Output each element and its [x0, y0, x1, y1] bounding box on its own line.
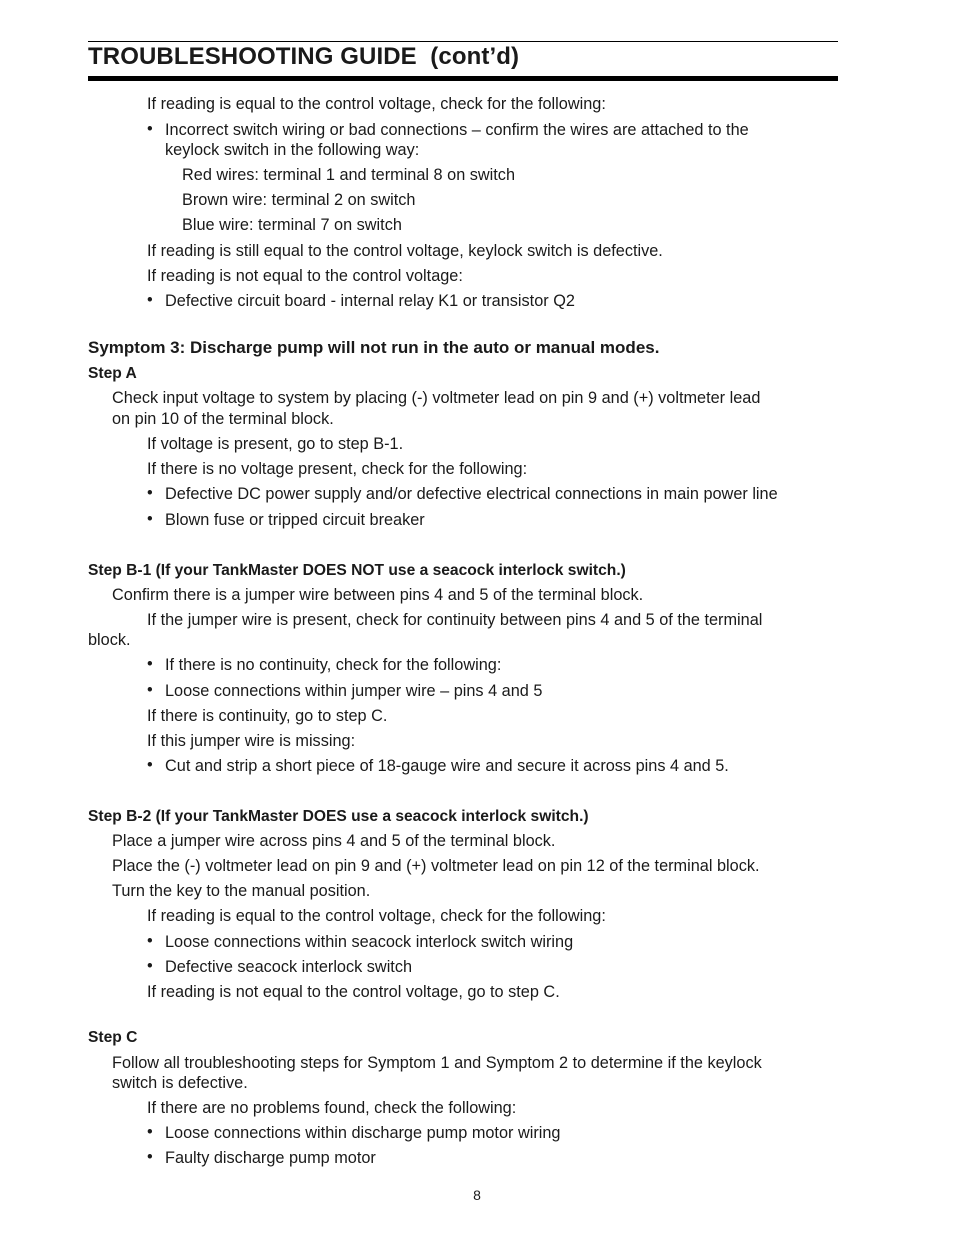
step-b1-bullet: Cut and strip a short piece of 18-gauge wire and secure it across pins 4 and 5. [165, 757, 729, 775]
step-a-heading: Step A [88, 365, 137, 382]
intro-not-equal: If reading is not equal to the control voltage: [147, 267, 463, 285]
step-a-bullet: Blown fuse or tripped circuit breaker [165, 511, 425, 529]
bullet-glyph: • [147, 1148, 153, 1166]
step-c-body: Follow all troubleshooting steps for Symptom 1 and Symptom 2 to determine if the keylock [112, 1054, 762, 1072]
page-title: TROUBLESHOOTING GUIDE (cont’d) [88, 43, 520, 70]
step-c-heading: Step C [88, 1029, 138, 1046]
step-b1-continuity: If there is continuity, go to step C. [147, 707, 388, 725]
wire-blue: Blue wire: terminal 7 on switch [182, 216, 402, 234]
intro-bullet-text: Defective circuit board - internal relay K1 or transistor Q2 [165, 292, 575, 310]
intro-still-equal: If reading is still equal to the control voltage, keylock switch is defective. [147, 242, 663, 260]
bullet-glyph: • [147, 756, 153, 774]
step-c-none-found: If there are no problems found, check the following: [147, 1099, 517, 1117]
wire-red: Red wires: terminal 1 and terminal 8 on switch [182, 166, 516, 184]
bullet-glyph: • [147, 510, 153, 528]
bullet-glyph: • [147, 1123, 153, 1141]
step-b2-heading: Step B-2 (If your TankMaster DOES use a seacock interlock switch.) [88, 808, 589, 825]
step-b1-present-cont: block. [88, 631, 131, 649]
bullet-glyph: • [147, 291, 153, 309]
bullet-glyph: • [147, 957, 153, 975]
bullet-glyph: • [147, 655, 153, 673]
intro-bullet-text: Incorrect switch wiring or bad connections – confirm the wires are attached to the [165, 121, 749, 139]
bullet-glyph: • [147, 484, 153, 502]
step-c-body-cont: switch is defective. [112, 1074, 248, 1092]
step-b1-bullet: Loose connections within jumper wire – pins 4 and 5 [165, 682, 543, 700]
step-a-bullet: Defective DC power supply and/or defective electrical connections in main power line [165, 485, 778, 503]
header-bottom-rule [88, 76, 838, 81]
step-b2-bullet: Defective seacock interlock switch [165, 958, 413, 976]
step-b2-line: Place the (-) voltmeter lead on pin 9 and (+) voltmeter lead on pin 12 of the terminal block. [112, 857, 760, 875]
step-a-no-voltage: If there is no voltage present, check for the following: [147, 460, 528, 478]
step-b1-heading: Step B-1 (If your TankMaster DOES NOT use a seacock interlock switch.) [88, 562, 626, 579]
step-b2-equal: If reading is equal to the control voltage, check for the following: [147, 907, 606, 925]
bullet-glyph: • [147, 681, 153, 699]
header-top-rule [88, 41, 838, 42]
step-b2-line: Place a jumper wire across pins 4 and 5 of the terminal block. [112, 832, 556, 850]
step-b1-present: If the jumper wire is present, check for continuity between pins 4 and 5 of the terminal [147, 611, 763, 629]
step-c-bullet: Loose connections within discharge pump motor wiring [165, 1124, 561, 1142]
step-b2-line: Turn the key to the manual position. [112, 882, 371, 900]
step-a-body: Check input voltage to system by placing (-) voltmeter lead on pin 9 and (+) voltmeter lead [112, 389, 761, 407]
bullet-glyph: • [147, 932, 153, 950]
step-b2-not-equal: If reading is not equal to the control voltage, go to step C. [147, 983, 560, 1001]
step-c-bullet: Faulty discharge pump motor [165, 1149, 376, 1167]
page-number: 8 [473, 1187, 481, 1203]
symptom-3-heading: Symptom 3: Discharge pump will not run in the auto or manual modes. [88, 338, 660, 357]
step-a-present: If voltage is present, go to step B-1. [147, 435, 404, 453]
intro-line: If reading is equal to the control voltage, check for the following: [147, 95, 606, 113]
step-a-body-cont: on pin 10 of the terminal block. [112, 410, 334, 428]
bullet-glyph: • [147, 120, 153, 138]
wire-brown: Brown wire: terminal 2 on switch [182, 191, 416, 209]
intro-bullet-text-cont: keylock switch in the following way: [165, 141, 420, 159]
step-b1-confirm: Confirm there is a jumper wire between pins 4 and 5 of the terminal block. [112, 586, 644, 604]
step-b2-bullet: Loose connections within seacock interlock switch wiring [165, 933, 574, 951]
step-b1-bullet: If there is no continuity, check for the following: [165, 656, 502, 674]
step-b1-missing: If this jumper wire is missing: [147, 732, 356, 750]
